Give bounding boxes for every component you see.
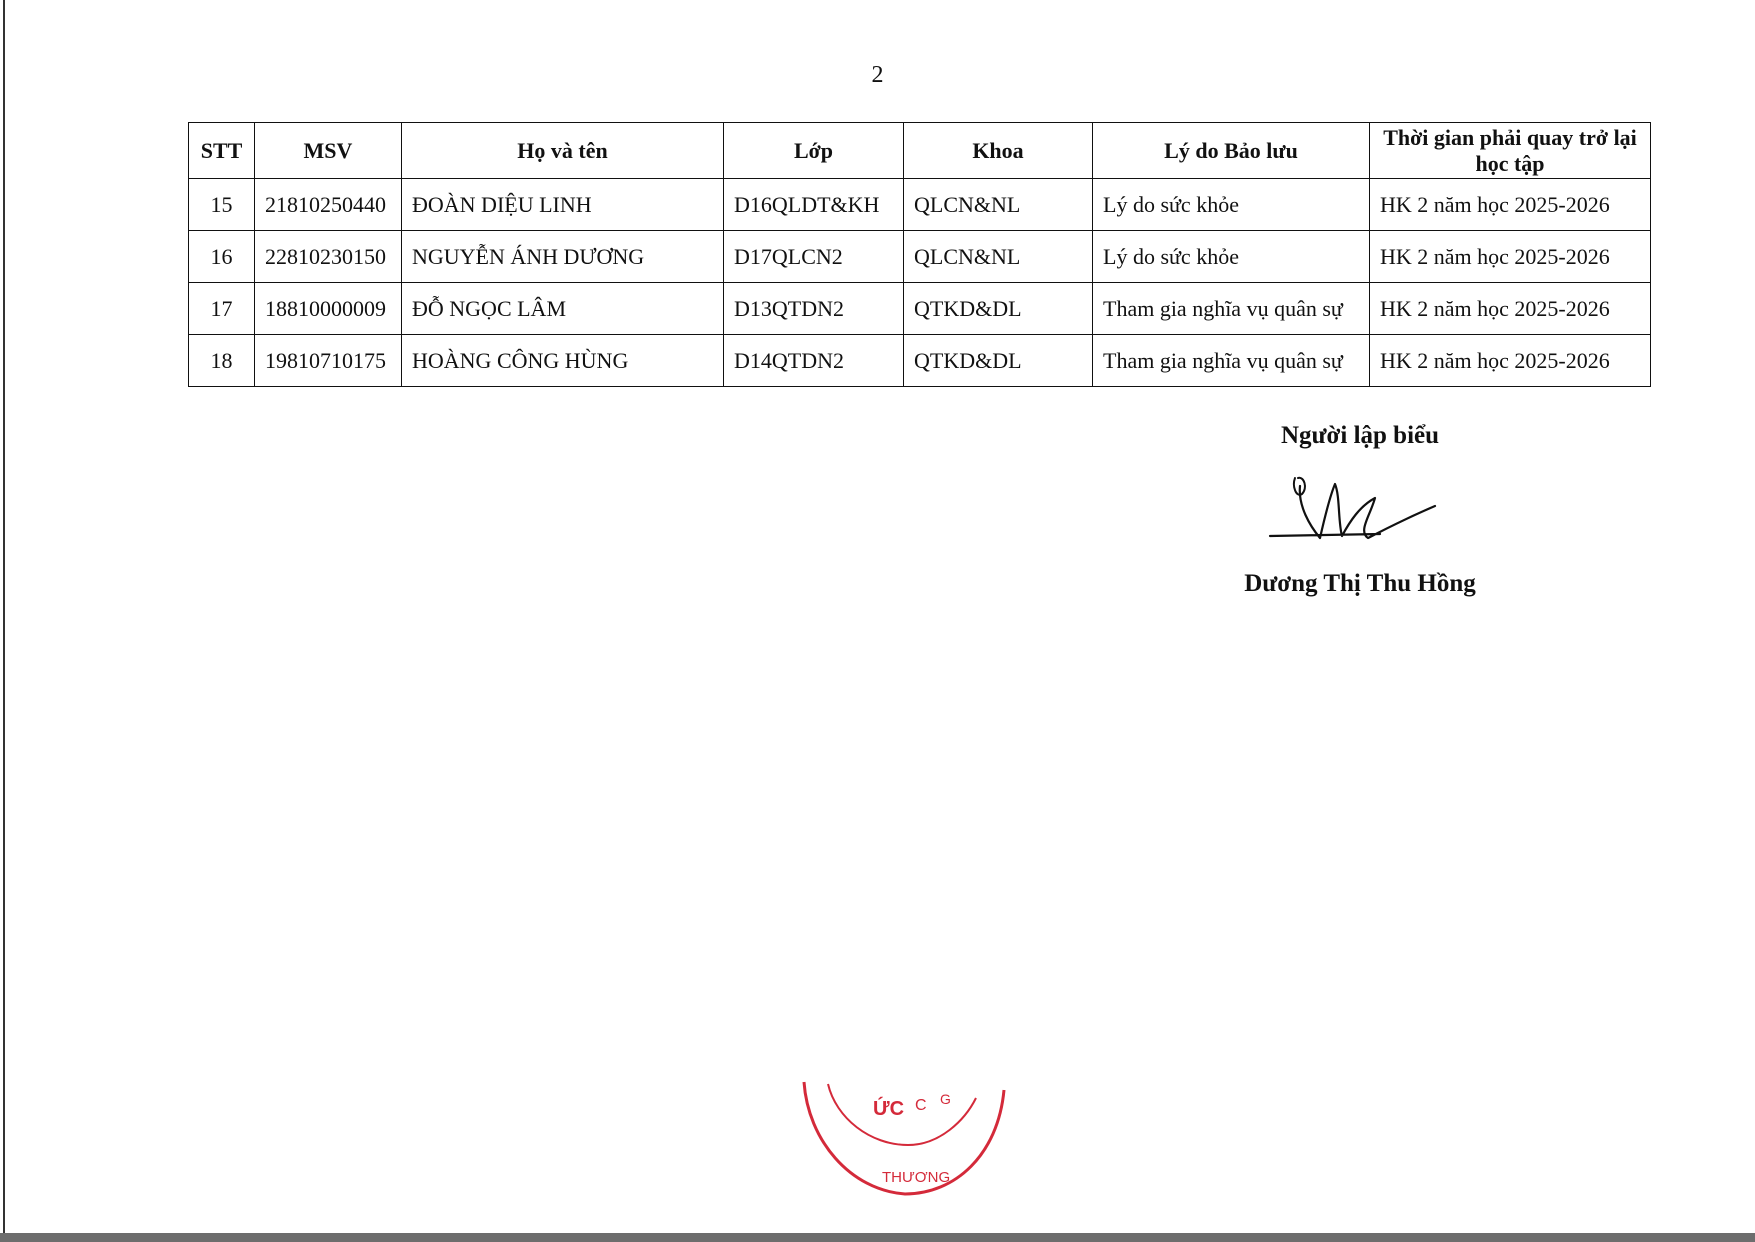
header-return-time: Thời gian phải quay trở lại học tập xyxy=(1370,123,1651,179)
student-reservation-table xyxy=(188,122,1651,387)
cell-class: D14QTDN2 xyxy=(724,335,904,387)
table-header-row xyxy=(189,123,1651,179)
svg-text:C: C xyxy=(915,1097,927,1114)
scan-left-edge xyxy=(3,0,5,1242)
signer-block xyxy=(1140,422,1580,598)
red-seal-stamp xyxy=(790,1070,1020,1210)
handwritten-signature xyxy=(1240,466,1480,556)
cell-return-time: HK 2 năm học 2025-2026 xyxy=(1370,179,1651,231)
cell-faculty: QTKD&DL xyxy=(904,283,1093,335)
cell-msv: 22810230150 xyxy=(255,231,402,283)
cell-reason: Tham gia nghĩa vụ quân sự xyxy=(1093,335,1370,387)
header-reason: Lý do Bảo lưu xyxy=(1093,123,1370,179)
scan-bottom-edge xyxy=(0,1233,1755,1242)
page-number: 2 xyxy=(871,62,884,88)
cell-stt: 17 xyxy=(189,283,255,335)
cell-name: NGUYỄN ÁNH DƯƠNG xyxy=(402,231,724,283)
header-faculty: Khoa xyxy=(904,123,1093,179)
svg-text:ỨC: ỨC xyxy=(873,1098,905,1120)
cell-msv: 21810250440 xyxy=(255,179,402,231)
cell-faculty: QTKD&DL xyxy=(904,335,1093,387)
cell-name: ĐỖ NGỌC LÂM xyxy=(402,283,724,335)
signer-title: Người lập biểu xyxy=(1280,422,1440,449)
cell-reason: Tham gia nghĩa vụ quân sự xyxy=(1093,283,1370,335)
cell-reason: Lý do sức khỏe xyxy=(1093,231,1370,283)
cell-name: HOÀNG CÔNG HÙNG xyxy=(402,335,724,387)
cell-msv: 18810000009 xyxy=(255,283,402,335)
signer-name: Dương Thị Thu Hồng xyxy=(1244,570,1476,597)
cell-name: ĐOÀN DIỆU LINH xyxy=(402,179,724,231)
cell-stt: 16 xyxy=(189,231,255,283)
cell-class: D16QLDT&KH xyxy=(724,179,904,231)
table-row xyxy=(189,179,1651,231)
cell-class: D13QTDN2 xyxy=(724,283,904,335)
cell-reason: Lý do sức khỏe xyxy=(1093,179,1370,231)
cell-faculty: QLCN&NL xyxy=(904,179,1093,231)
cell-return-time: HK 2 năm học 2025-2026 xyxy=(1370,231,1651,283)
cell-return-time: HK 2 năm học 2025-2026 xyxy=(1370,283,1651,335)
svg-text:THƯƠNG: THƯƠNG xyxy=(882,1169,951,1186)
cell-stt: 15 xyxy=(189,179,255,231)
table-row xyxy=(189,283,1651,335)
cell-class: D17QLCN2 xyxy=(724,231,904,283)
header-stt: STT xyxy=(189,123,255,179)
cell-msv: 19810710175 xyxy=(255,335,402,387)
table-row xyxy=(189,335,1651,387)
header-class: Lớp xyxy=(724,123,904,179)
cell-return-time: HK 2 năm học 2025-2026 xyxy=(1370,335,1651,387)
cell-stt: 18 xyxy=(189,335,255,387)
header-msv: MSV xyxy=(255,123,402,179)
header-name: Họ và tên xyxy=(402,123,724,179)
table-row xyxy=(189,231,1651,283)
svg-text:G: G xyxy=(940,1091,951,1107)
cell-faculty: QLCN&NL xyxy=(904,231,1093,283)
